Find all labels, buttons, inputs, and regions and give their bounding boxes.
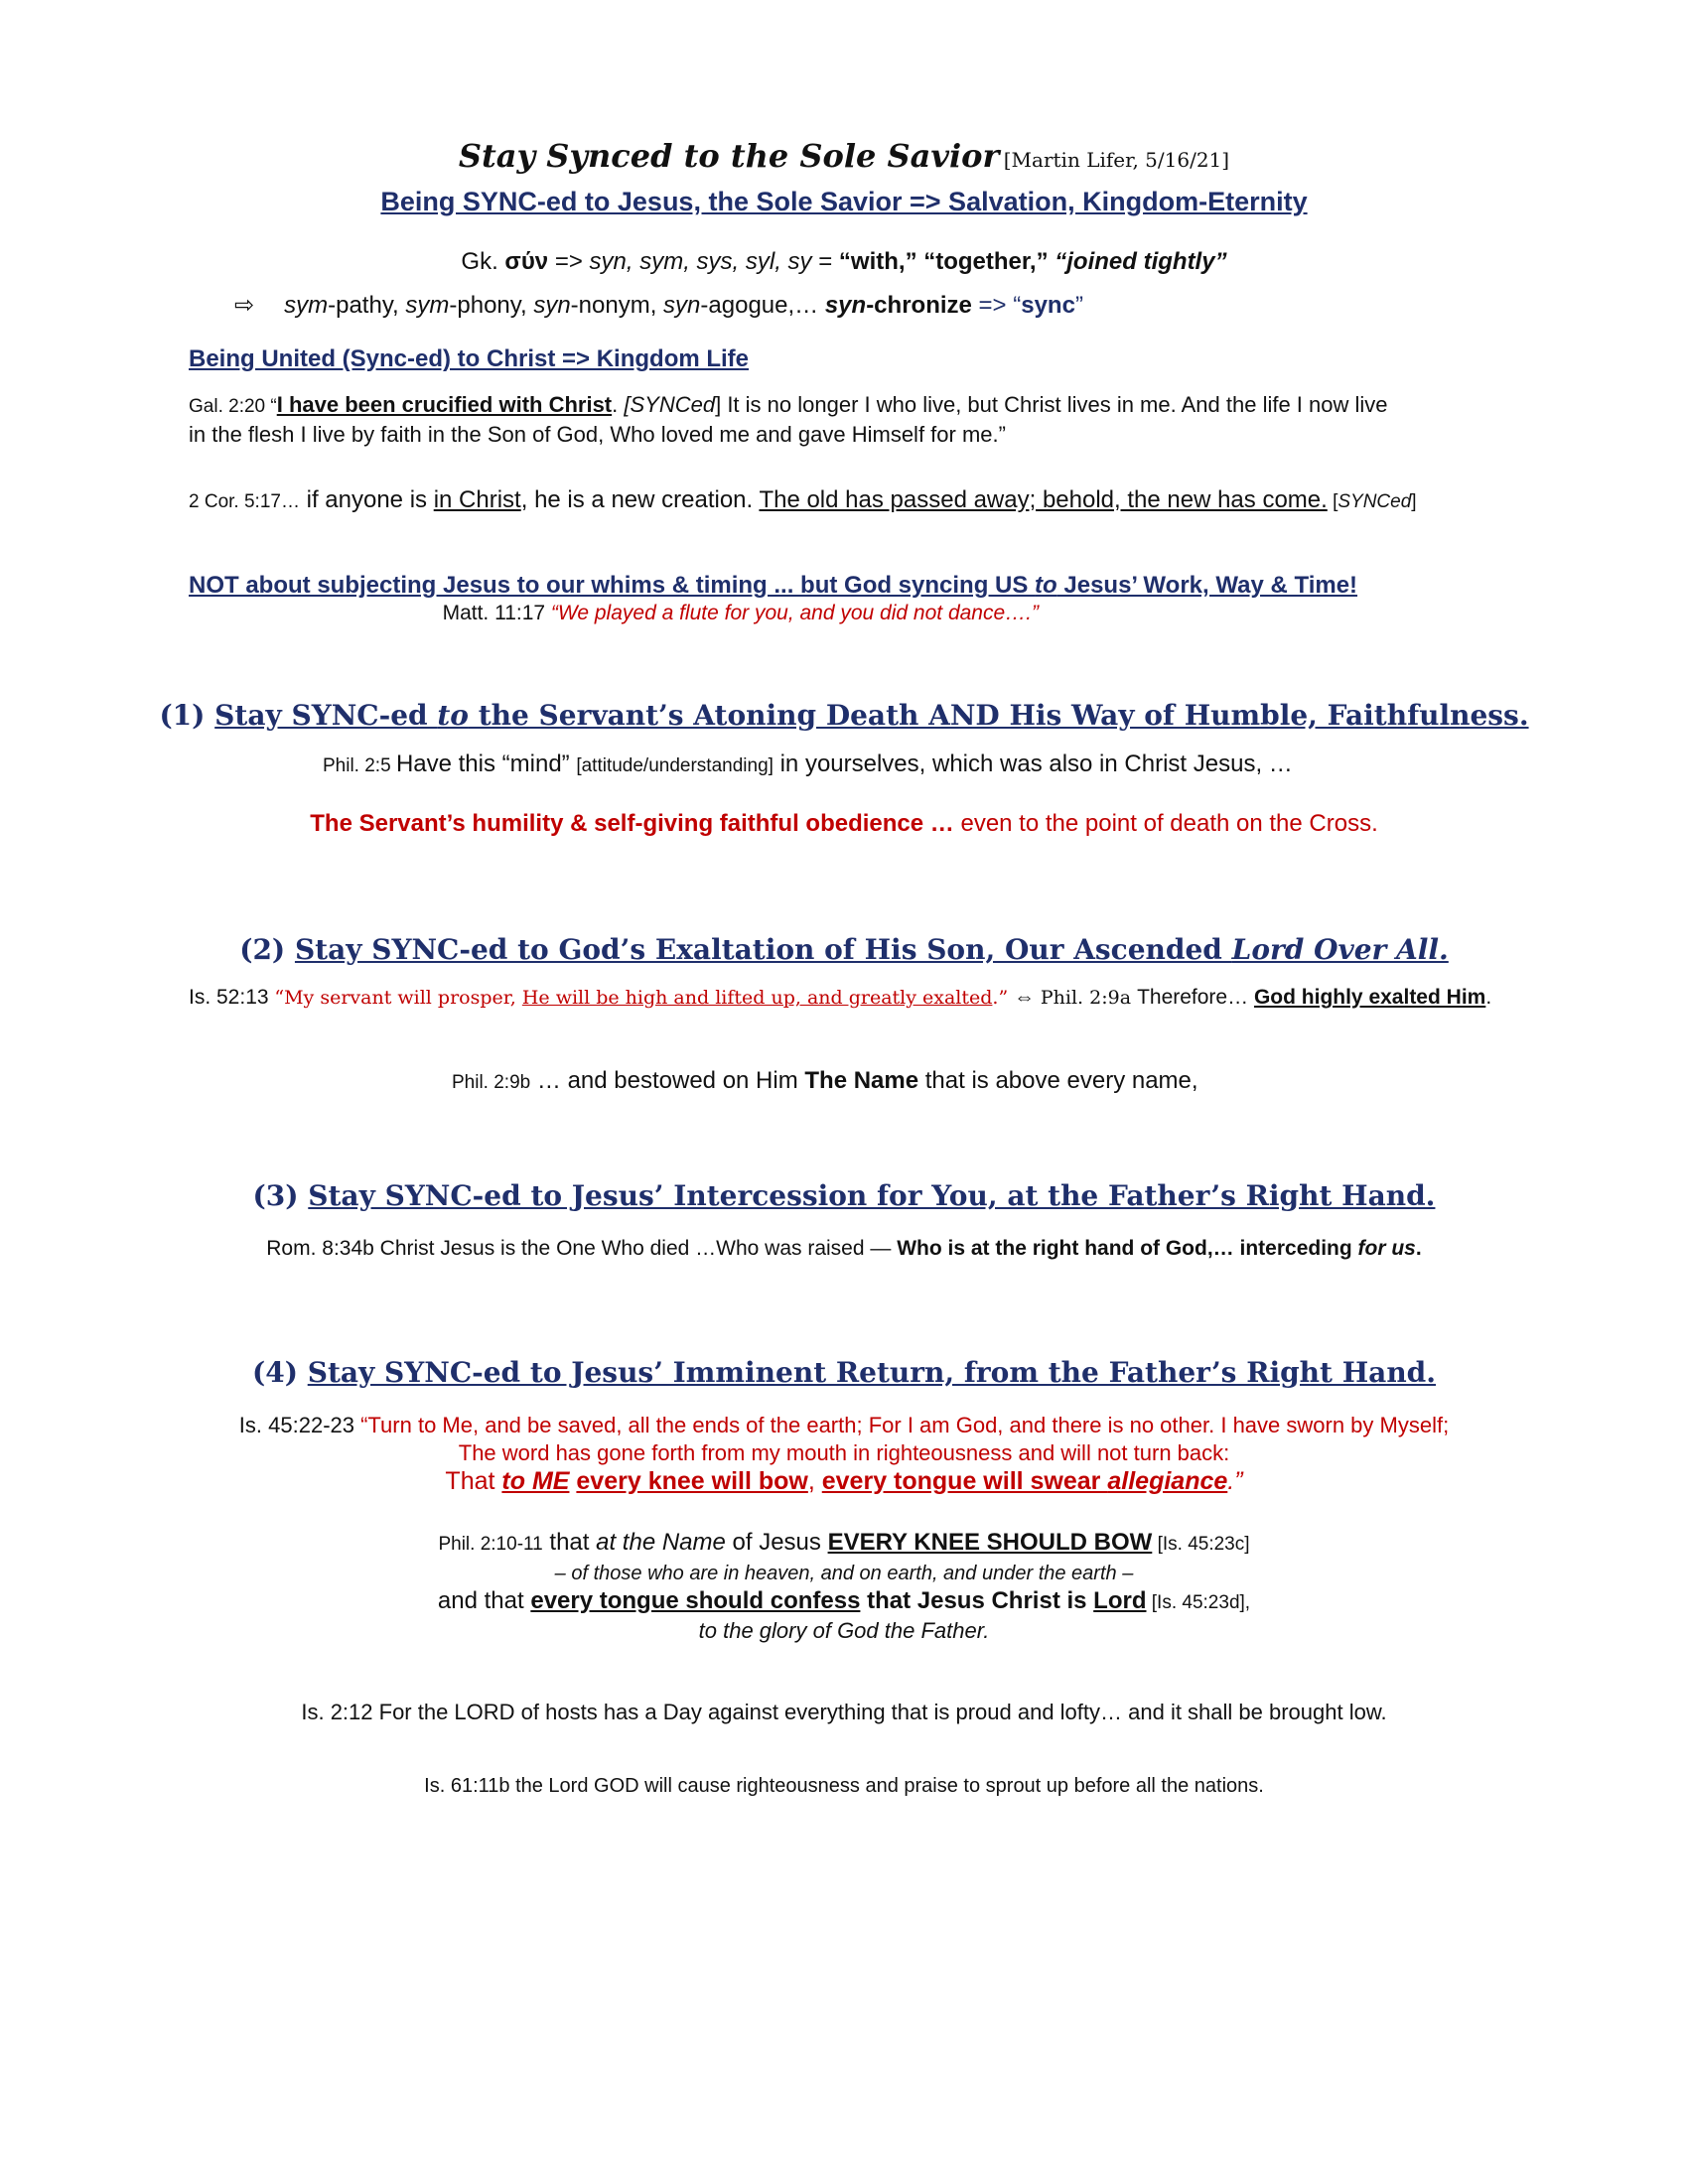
phil-2-5-verse (323, 751, 1293, 778)
ex-suffix: -pathy, (328, 292, 406, 319)
greek-meaning-em: “joined tightly” (1055, 248, 1227, 275)
section-title: Stay SYNC-ed to God’s Exaltation of His Son, Our Ascended (294, 933, 1232, 966)
not-about-line (189, 572, 1357, 600)
section-4-heading (0, 1356, 1688, 1389)
verse-text: to the glory of God the Father. (698, 1618, 990, 1643)
double-arrow-icon: ⇔ (1008, 986, 1041, 1009)
verse-note: [Is. 45:23c] (1152, 1534, 1250, 1555)
greek-line (0, 248, 1688, 276)
verse-key: The Name (804, 1067, 919, 1094)
verse-key: every tongue will swear (821, 1467, 1108, 1495)
gal-dot: . (612, 392, 625, 417)
rom-8-34-verse (0, 1237, 1688, 1261)
cor-tag: SYNCed (1337, 491, 1412, 512)
verse-note: [attitude/understanding] (576, 755, 774, 776)
cor-text: [ (1327, 491, 1338, 512)
matt-quote: “We played a flute for you, and you did not dance….” (550, 602, 1039, 624)
verse-ref: Rom. 8:34b (266, 1237, 380, 1260)
section-3-heading (0, 1179, 1688, 1212)
verse-text: … and bestowed on Him (530, 1067, 805, 1094)
gal-ref: Gal. 2:20 “ (189, 396, 277, 417)
cor-text: ] (1411, 491, 1417, 512)
verse-text: – of those who are in heaven, and on earth, and under the earth – (554, 1563, 1134, 1584)
united-heading: Being United (Sync-ed) to Christ => Kingdom Life (189, 345, 750, 372)
ex-arrow: => “ (971, 292, 1022, 319)
gal-rest: ] It is no longer I who live, but Christ lives in me. And the life I now live (715, 392, 1388, 417)
verse-quote: “Turn to Me, and be saved, all the ends of the earth; For I am God, and there is no other. I have sworn by Myself; (360, 1413, 1450, 1437)
verse-text: and that (437, 1587, 531, 1614)
gal-tag: [SYNCed (624, 392, 716, 417)
verse-key: Who is at the right hand of God,… interceding (897, 1237, 1358, 1260)
cor-verse (189, 486, 1539, 514)
verse-quote: He will be high and lifted up, and greatly exalted (521, 987, 993, 1009)
verse-ref: Phil. 2:5 (323, 755, 396, 776)
verse-key: that Jesus Christ is (860, 1587, 1094, 1614)
matt-verse (0, 602, 1039, 625)
verse-text: that is above every name, (918, 1067, 1198, 1094)
cor-text: if anyone is (299, 486, 434, 513)
ex-prefix: syn (824, 292, 867, 319)
ex-suffix: -phony, (449, 292, 534, 319)
cor-text: , he is a new creation. (520, 486, 760, 513)
verse-key: every knee will bow (576, 1467, 808, 1495)
verse-text: at the Name (596, 1529, 726, 1556)
ex-prefix: syn (533, 292, 571, 319)
section-2-heading (0, 933, 1688, 966)
is-2-12-verse: Is. 2:12 For the LORD of hosts has a Day against everything that is proud and lofty… and it shall be brought low. (301, 1700, 1387, 1724)
section-title: the Servant’s Atoning Death AND His Way of Humble, Faithfulness. (468, 699, 1529, 732)
section-number: (2) (239, 933, 295, 966)
not-about-text: Jesus’ Work, Way & Time! (1056, 572, 1358, 599)
cor-ref: 2 Cor. 5:17… (189, 491, 300, 512)
ex-prefix: sym (284, 292, 329, 319)
is-61-11-verse: Is. 61:11b the Lord GOD will cause righteousness and praise to sprout up before all the nations. (424, 1775, 1264, 1797)
phil-2-10-verse (0, 1529, 1688, 1645)
ex-suffix: -agogue,… (700, 292, 825, 319)
subtitle: Being SYNC-ed to Jesus, the Sole Savior => Salvation, Kingdom-Eternity (380, 187, 1308, 216)
verse-text: that (542, 1529, 597, 1556)
verse-quote: .” (1227, 1467, 1243, 1495)
greek-arrow: => (548, 248, 590, 275)
servant-humility-line (0, 810, 1688, 838)
title-byline: [Martin Lifer, 5/16/21] (1003, 148, 1230, 172)
verse-quote: .” (992, 987, 1009, 1009)
gal-key: I have been crucified with Christ (276, 392, 613, 417)
section-title: Stay SYNC-ed to Jesus’ Imminent Return, from the Father’s Right Hand. (307, 1356, 1437, 1389)
verse-key: every tongue should confess (530, 1587, 861, 1614)
ex-close: ” (1074, 292, 1083, 319)
verse-text: Therefore… (1137, 986, 1254, 1009)
section-title-em: to (437, 699, 469, 732)
is-45-22-verse (0, 1412, 1688, 1496)
verse-quote: , (807, 1467, 822, 1495)
is-52-13-line (189, 986, 1491, 1010)
verse-key: EVERY KNEE SHOULD BOW (827, 1529, 1153, 1556)
cor-text: in Christ (433, 486, 521, 513)
verse-ref: Is. 45:22-23 (238, 1413, 361, 1437)
section-title: Stay SYNC-ed to Jesus’ Intercession for You, at the Father’s Right Hand. (308, 1179, 1436, 1212)
verse-ref: Phil. 2:10-11 (438, 1534, 543, 1555)
verse-ref: Phil. 2:9b (452, 1072, 531, 1093)
section-number: (1) (159, 699, 215, 732)
section-number: (3) (252, 1179, 309, 1212)
examples-line (234, 291, 1083, 320)
gal-verse (189, 391, 1509, 449)
verse-text: . (1485, 986, 1492, 1009)
verse-key-em: for us (1357, 1237, 1416, 1260)
verse-quote-line (445, 1467, 1242, 1495)
ex-suffix: -nonym, (570, 292, 664, 319)
section-title-em: Lord Over All. (1231, 933, 1449, 966)
cor-text: The old has passed away; behold, the new has come. (759, 486, 1328, 513)
verse-quote: The word has gone forth from my mouth in righteousness and will not turn back: (458, 1440, 1230, 1465)
verse-note: [Is. 45:23d], (1146, 1592, 1251, 1613)
verse-text: . (1415, 1237, 1422, 1260)
gal-rest: in the flesh I live by faith in the Son of God, Who loved me and gave Himself for me.” (189, 422, 1006, 447)
verse-ref: Phil. 2:9a (1040, 987, 1138, 1009)
matt-ref: Matt. 11:17 (442, 602, 551, 624)
greek-eq: = (811, 248, 839, 275)
arrow-right-icon: ⇨ (234, 292, 255, 319)
phil-2-9b-verse (452, 1067, 1198, 1095)
verse-text: Christ Jesus is the One Who died …Who was raised — (379, 1237, 898, 1260)
page-title (0, 137, 1688, 175)
verse-text: of Jesus (725, 1529, 828, 1556)
ex-sync: sync (1021, 292, 1075, 319)
not-about-text: NOT about subjecting Jesus to our whims & timing ... but God syncing US (189, 572, 1036, 599)
verse-text: Have this “mind” (395, 751, 577, 777)
verse-key: Lord (1093, 1587, 1147, 1614)
verse-quote: That (445, 1467, 502, 1495)
greek-word: σύν (504, 248, 549, 275)
section-number: (4) (251, 1356, 308, 1389)
title-main: Stay Synced to the Sole Savior (458, 137, 1000, 175)
ex-suffix: -chronize (866, 292, 972, 319)
ex-prefix: syn (663, 292, 701, 319)
verse-key: to ME (501, 1467, 570, 1495)
section-title: Stay SYNC-ed (214, 699, 438, 732)
greek-forms: syn, sym, sys, syl, sy (589, 248, 812, 275)
verse-key: God highly exalted Him (1253, 986, 1486, 1009)
verse-key: allegiance (1107, 1467, 1228, 1495)
red-text: even to the point of death on the Cross. (953, 810, 1378, 837)
red-bold-text: The Servant’s humility & self-giving faithful obedience … (310, 810, 954, 837)
ex-prefix: sym (405, 292, 450, 319)
verse-text: in yourselves, which was also in Christ Jesus, … (773, 751, 1293, 777)
greek-prefix: Gk. (461, 248, 505, 275)
verse-ref: Is. 52:13 (189, 986, 275, 1009)
section-1-heading (0, 699, 1688, 732)
verse-quote: “My servant will prosper, (274, 987, 522, 1009)
not-about-em: to (1035, 572, 1057, 599)
greek-meanings: “with,” “together,” (838, 248, 1055, 275)
